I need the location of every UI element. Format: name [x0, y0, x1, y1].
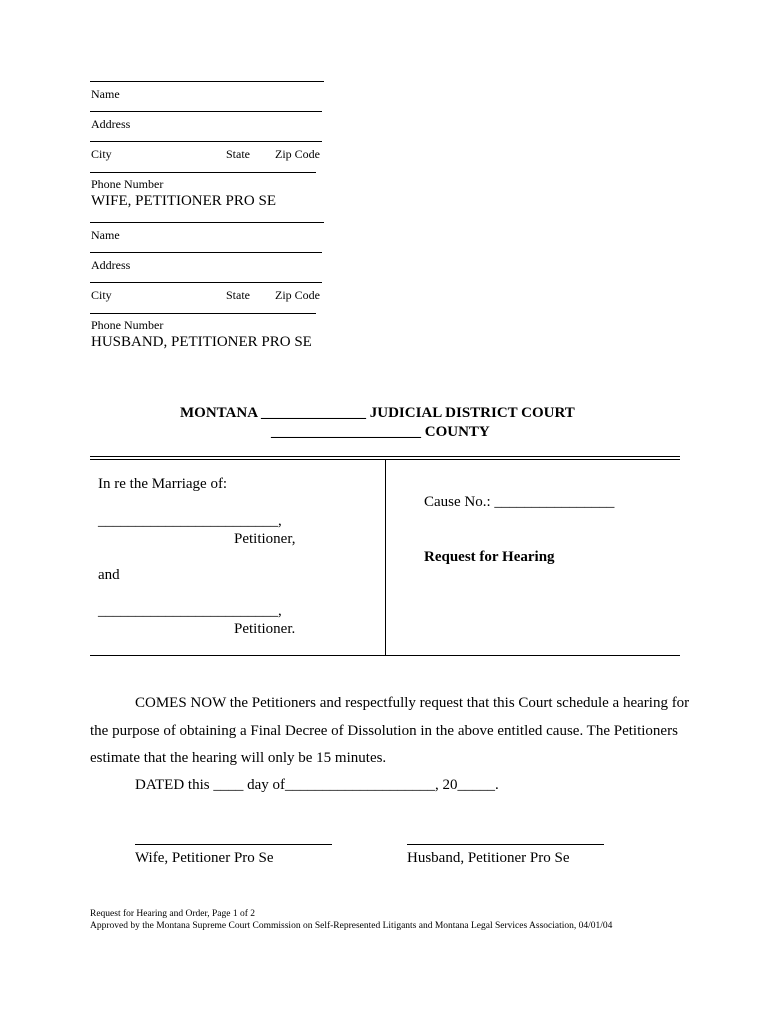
footer-approval: Approved by the Montana Supreme Court Commission on Self-Represented Litigants and Montana Legal Services Association, 04/01/04 [90, 921, 613, 931]
caption-top-rule-1 [90, 456, 680, 457]
court-line-2 [271, 423, 490, 441]
wife-role-heading: WIFE, PETITIONER PRO SE [91, 193, 276, 209]
husband-phone-label: Phone Number [91, 318, 164, 332]
court-name: JUDICIAL DISTRICT COURT [369, 405, 575, 421]
wife-phone-line[interactable] [90, 172, 316, 173]
husband-city-line[interactable] [90, 282, 322, 283]
husband-phone-line[interactable] [90, 313, 316, 314]
wife-signature-label: Wife, Petitioner Pro Se [135, 850, 274, 866]
husband-name-label: Name [91, 228, 120, 242]
petitioner-1-blank[interactable]: ________________________, [98, 513, 282, 529]
husband-state-label: State [226, 288, 250, 302]
wife-name-label: Name [91, 87, 120, 101]
court-state: MONTANA [180, 405, 258, 421]
petitioner-2-label: Petitioner. [234, 621, 296, 637]
husband-address-label: Address [91, 258, 131, 272]
cause-number[interactable]: Cause No.: ________________ [424, 494, 615, 510]
wife-city-label: City [91, 147, 112, 161]
body-line-2: the purpose of obtaining a Final Decree of Dissolution in the above entitled cause. The Petitioners [90, 723, 678, 739]
dated-line[interactable]: DATED this ____ day of____________________, 20_____. [135, 777, 499, 793]
petitioner-2-blank[interactable]: ________________________, [98, 603, 282, 619]
husband-city-label: City [91, 288, 112, 302]
husband-name-line[interactable] [90, 222, 324, 223]
husband-signature-label: Husband, Petitioner Pro Se [407, 850, 570, 866]
in-re-label: In re the Marriage of: [98, 476, 228, 492]
husband-signature-line[interactable] [407, 844, 604, 845]
court-county-blank[interactable]: ____________________ [271, 424, 421, 440]
document-title: Request for Hearing [424, 549, 555, 565]
court-line-1 [180, 404, 575, 422]
wife-state-label: State [226, 147, 250, 161]
wife-phone-label: Phone Number [91, 177, 164, 191]
wife-name-line[interactable] [90, 81, 324, 82]
wife-address-line[interactable] [90, 111, 322, 112]
husband-zip-label: Zip Code [275, 288, 320, 302]
body-line-3: estimate that the hearing will only be 15 minutes. [90, 750, 387, 766]
footer-page-info: Request for Hearing and Order, Page 1 of 2 [90, 909, 256, 919]
caption-divider [385, 460, 386, 655]
husband-address-line[interactable] [90, 252, 322, 253]
petitioner-1-label: Petitioner, [234, 531, 296, 547]
wife-address-label: Address [91, 117, 131, 131]
husband-role-heading: HUSBAND, PETITIONER PRO SE [91, 334, 312, 350]
wife-city-line[interactable] [90, 141, 322, 142]
wife-signature-line[interactable] [135, 844, 332, 845]
caption-bottom-rule [90, 655, 680, 656]
body-line-1: COMES NOW the Petitioners and respectfully request that this Court schedule a hearing for [135, 695, 690, 711]
and-label: and [98, 567, 120, 583]
court-county-label: COUNTY [424, 424, 490, 440]
court-district-blank[interactable]: ______________ [260, 405, 366, 421]
wife-zip-label: Zip Code [275, 147, 320, 161]
